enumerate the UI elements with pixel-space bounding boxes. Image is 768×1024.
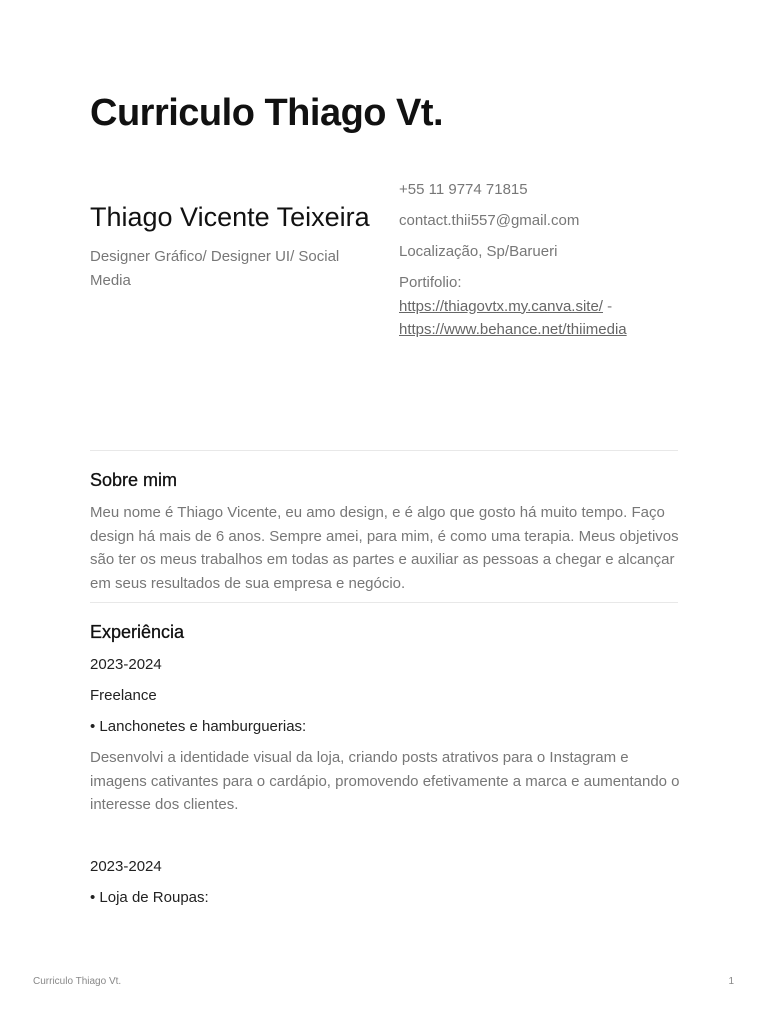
about-section-title: Sobre mim	[90, 470, 178, 490]
divider	[90, 602, 678, 603]
divider	[90, 450, 678, 451]
page-number: 1	[728, 976, 734, 987]
portfolio	[399, 271, 689, 342]
person-role: Designer Gráfico/ Designer UI/ Social Media	[90, 248, 340, 289]
document-title: Curriculo Thiago Vt.	[90, 92, 444, 134]
portfolio-separator: -	[602, 297, 613, 315]
experience-period: 2023-2024	[90, 656, 162, 673]
phone-number: +55 11 9774 71815	[399, 181, 528, 198]
location: Localização, Sp/Barueri	[399, 243, 558, 260]
portfolio-label: Portifolio:	[399, 274, 462, 291]
header-identity	[90, 200, 380, 293]
email-address: contact.thii557@gmail.com	[399, 212, 580, 229]
portfolio-link-canva[interactable]: https://thiagovtx.my.canva.site/	[399, 297, 603, 315]
about-text: Meu nome é Thiago Vicente, eu amo design, e é algo que gosto há muito tempo. Faço design há mais de 6 anos. Sempre amei, para mim, é como uma terapia. Meus objetivos são ter os meus trabalhos em todas as partes e auxiliar as pessoas a chegar e alcançar em seus resultados de sua empresa e negócio.	[90, 504, 679, 592]
experience-client: • Loja de Roupas:	[90, 889, 209, 906]
footer-label: Curriculo Thiago Vt.	[33, 976, 122, 987]
experience-type: Freelance	[90, 687, 157, 704]
person-name: Thiago Vicente Teixeira	[90, 202, 370, 232]
experience-period: 2023-2024	[90, 858, 162, 875]
contact-info	[399, 178, 689, 342]
experience-client: • Lanchonetes e hamburguerias:	[90, 718, 307, 735]
portfolio-link-behance[interactable]: https://www.behance.net/thiimedia	[399, 321, 627, 338]
experience-description: Desenvolvi a identidade visual da loja, criando posts atrativos para o Instagram e imagens cativantes para o cardápio, promovendo efetivamente a marca e aumentando o interesse dos clientes.	[90, 749, 680, 813]
experience-section-title: Experiência	[90, 622, 185, 642]
